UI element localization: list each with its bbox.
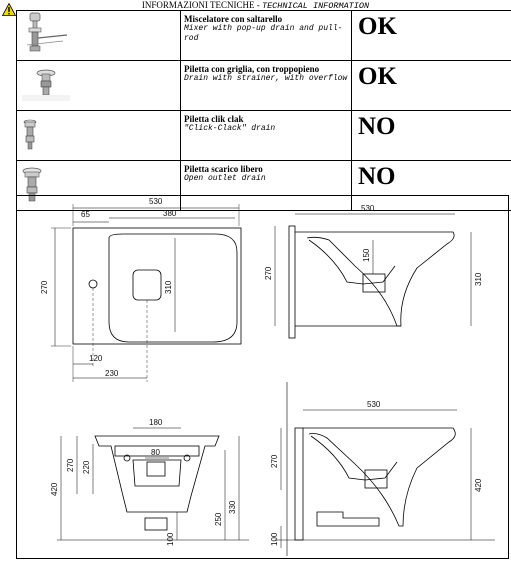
row-status: NO [358, 163, 396, 190]
table-row [17, 61, 511, 111]
table-row [17, 11, 511, 61]
row-subtitle: Mixer with pop-up drain and pull-rod [184, 24, 343, 43]
dim-top-width: 530 [149, 197, 163, 206]
dim-side2-h2: 420 [474, 478, 483, 492]
top-view [51, 204, 241, 382]
dim-back-width: 180 [149, 418, 163, 427]
dim-side2-h3: 100 [270, 532, 279, 546]
header-italian: INFORMAZIONI TECNICHE - [141, 0, 260, 10]
side-view-installed [275, 410, 495, 548]
row-status: NO [358, 113, 396, 140]
dim-side2-width: 530 [367, 400, 381, 409]
row-subtitle: Drain with strainer, with overflow [184, 74, 348, 83]
mixer-popup-icon [17, 11, 77, 55]
dim-side2-h1: 270 [270, 454, 279, 468]
row-status-cell [352, 11, 511, 61]
dim-back-h5: 330 [228, 500, 237, 514]
row-subtitle: "Click-Clack" drain [184, 124, 276, 133]
dim-top-hole: 120 [89, 354, 103, 363]
row-title: Piletta scarico libero [184, 164, 263, 174]
row-status: OK [358, 13, 397, 40]
dim-back-inner: 80 [151, 448, 160, 457]
row-image-cell [17, 61, 181, 111]
dim-back-h4: 250 [214, 512, 223, 526]
dim-side-h2: 310 [474, 272, 483, 286]
dim-top-height-inner: 310 [164, 280, 173, 294]
row-title: Miscelatore con saltarello [184, 14, 283, 24]
dim-back-h2: 220 [82, 460, 91, 474]
row-status-cell [352, 61, 511, 111]
click-clack-drain-icon [17, 111, 57, 155]
dim-side-drain: 150 [362, 248, 371, 262]
dim-back-h3: 420 [50, 482, 59, 496]
side-view [275, 214, 471, 556]
row-image-cell [17, 111, 181, 161]
dim-top-height-outer: 270 [40, 280, 49, 294]
row-status-cell [352, 111, 511, 161]
technical-drawing [16, 195, 509, 559]
dim-side-width: 530 [361, 204, 375, 213]
accessory-table [16, 10, 511, 211]
table-row [17, 111, 511, 161]
row-status: OK [358, 63, 397, 90]
row-subtitle: Open outlet drain [184, 174, 266, 183]
row-title: Piletta con griglia, con troppopieno [184, 64, 320, 74]
header-english: TECHNICAL INFORMATION [261, 1, 370, 11]
dim-back-h6: 100 [166, 532, 175, 546]
strainer-drain-icon [17, 61, 77, 105]
row-description [181, 11, 352, 61]
dim-side-h1: 270 [264, 266, 273, 280]
dim-top-offset: 65 [81, 210, 90, 219]
page-header [0, 0, 511, 10]
row-title: Piletta clik clak [184, 114, 244, 124]
dim-top-inner: 380 [163, 209, 177, 218]
dim-back-h1: 270 [66, 458, 75, 472]
drawing-canvas [17, 196, 510, 560]
row-description [181, 111, 352, 161]
row-image-cell [17, 11, 181, 61]
row-description [181, 61, 352, 111]
dim-top-basin: 230 [105, 369, 119, 378]
warning-icon [2, 3, 16, 16]
